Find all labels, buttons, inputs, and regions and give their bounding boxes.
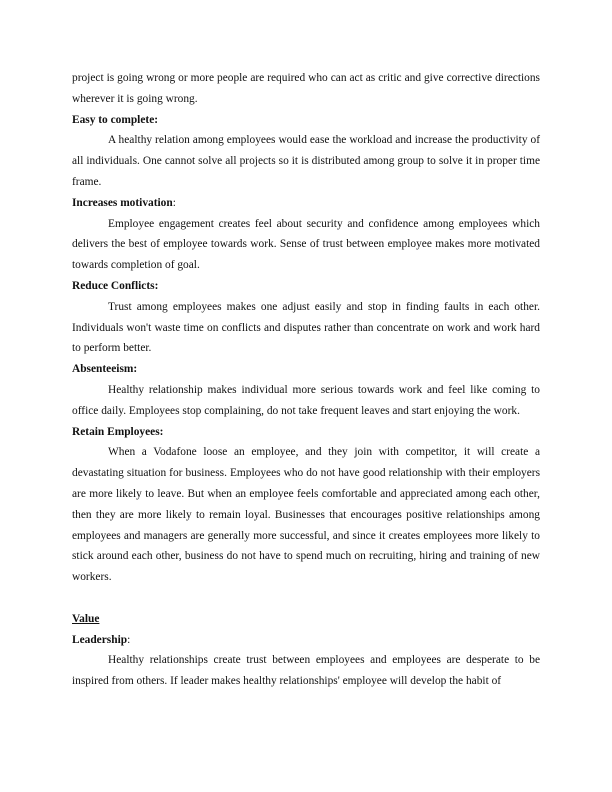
heading-easy-to-complete: Easy to complete:	[72, 113, 159, 126]
intro-paragraph: project is going wrong or more people are required who can act as critic and give corrective directions wherever it is going wrong.	[72, 72, 540, 105]
document-page	[72, 68, 540, 692]
heading-leadership: Leadership:	[72, 633, 131, 646]
paragraph-easy-to-complete: A healthy relation among employees would ease the workload and increase the productivity of all individuals. One cannot solve all projects so it is distributed among group to solve it in proper time frame.	[72, 134, 540, 188]
heading-reduce-conflicts: Reduce Conflicts:	[72, 279, 159, 292]
blank-line	[72, 588, 540, 609]
heading-increases-motivation: Increases motivation:	[72, 196, 176, 209]
paragraph-absenteeism: Healthy relationship makes individual more serious towards work and feel like coming to office daily. Employees stop complaining, do not take frequent leaves and start enjoying the work.	[72, 383, 540, 417]
paragraph-retain-employees: When a Vodafone loose an employee, and they join with competitor, it will create a devastating situation for business. Employees who do not have good relationship with their employers are more likely to leave. But when an employee feels comfortable and appreciated among each other, then they are more likely to remain loyal. Businesses that encourages positive relationships among employees and managers are generally more successful, and since it creates employees more likely to stick around each other, business do not have to spend much on recruiting, hiring and training of new workers.	[72, 446, 540, 584]
heading-retain-employees: Retain Employees:	[72, 425, 164, 438]
heading-absenteeism: Absenteeism:	[72, 363, 138, 376]
paragraph-increases-motivation: Employee engagement creates feel about security and confidence among employees which delivers the best of employee towards work. Sense of trust between employee makes more motivated towards completion of goal.	[72, 217, 540, 272]
heading-value: Value	[72, 612, 100, 625]
paragraph-leadership: Healthy relationships create trust between employees and employees are desperate to be inspired from others. If leader makes healthy relationships' employee will develop the habit of	[72, 654, 540, 688]
paragraph-reduce-conflicts: Trust among employees makes one adjust easily and stop in finding faults in each other. Individuals won't waste time on conflicts and disputes rather than concentrate on work and work hard to perform better.	[72, 300, 540, 355]
